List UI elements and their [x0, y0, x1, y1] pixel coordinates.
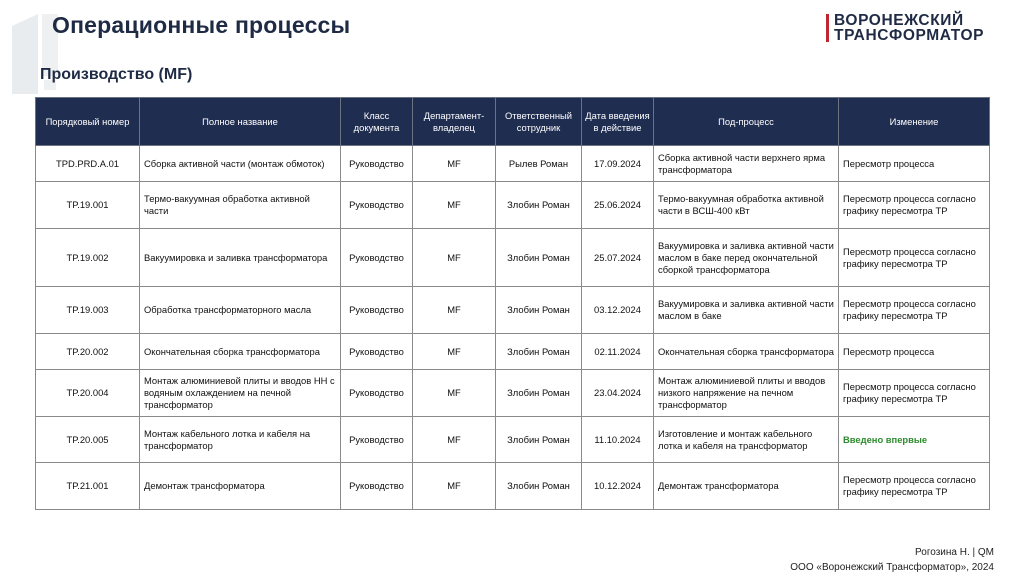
table-row	[36, 370, 990, 417]
table-header-row	[36, 98, 990, 146]
cell-class: Руководство	[341, 463, 413, 510]
cell-owner: Рылев Роман	[496, 146, 582, 182]
logo-line-2: ТРАНСФОРМАТОР	[834, 27, 985, 44]
cell-number: TPD.PRD.A.01	[36, 146, 140, 182]
cell-subprocess: Окончательная сборка трансформатора	[654, 334, 839, 370]
cell-owner: Злобин Роман	[496, 182, 582, 229]
cell-number: TP.20.004	[36, 370, 140, 417]
cell-subprocess: Сборка активной части верхнего ярма трансформатора	[654, 146, 839, 182]
page-title: Операционные процессы	[52, 12, 351, 38]
cell-change: Пересмотр процесса	[839, 146, 990, 182]
cell-date: 03.12.2024	[582, 287, 654, 334]
cell-change: Пересмотр процесса согласно графику пересмотра ТР	[839, 182, 990, 229]
cell-name: Термо-вакуумная обработка активной части	[140, 182, 341, 229]
page-subtitle: Производство (MF)	[40, 66, 193, 83]
cell-class: Руководство	[341, 287, 413, 334]
cell-name: Окончательная сборка трансформатора	[140, 334, 341, 370]
cell-number: TP.20.005	[36, 417, 140, 463]
footer-company: ООО «Воронежский Трансформатор», 2024	[790, 562, 994, 573]
operations-table	[35, 97, 990, 510]
col-header-name: Полное название	[140, 98, 341, 146]
cell-dept: MF	[413, 146, 496, 182]
cell-subprocess: Вакуумировка и заливка активной части маслом в баке	[654, 287, 839, 334]
cell-date: 10.12.2024	[582, 463, 654, 510]
logo-line-1: ВОРОНЕЖСКИЙ	[834, 12, 964, 29]
cell-class: Руководство	[341, 146, 413, 182]
cell-class: Руководство	[341, 417, 413, 463]
cell-number: TP.19.001	[36, 182, 140, 229]
cell-name: Вакуумировка и заливка трансформатора	[140, 229, 341, 287]
cell-number: TP.20.002	[36, 334, 140, 370]
cell-name: Монтаж алюминиевой плиты и вводов НН с водяным охлаждением на печной трансформатор	[140, 370, 341, 417]
cell-class: Руководство	[341, 334, 413, 370]
table-row	[36, 417, 990, 463]
cell-name: Обработка трансформаторного масла	[140, 287, 341, 334]
cell-number: TP.21.001	[36, 463, 140, 510]
col-header-subprocess: Под-процесс	[654, 98, 839, 146]
cell-date: 17.09.2024	[582, 146, 654, 182]
cell-dept: MF	[413, 229, 496, 287]
table-row	[36, 463, 990, 510]
cell-change: Пересмотр процесса согласно графику пересмотра ТР	[839, 229, 990, 287]
cell-name: Монтаж кабельного лотка и кабеля на трансформатор	[140, 417, 341, 463]
table-row	[36, 229, 990, 287]
cell-subprocess: Термо-вакуумная обработка активной части в ВСШ-400 кВт	[654, 182, 839, 229]
cell-dept: MF	[413, 370, 496, 417]
cell-change: Пересмотр процесса согласно графику пересмотра ТР	[839, 287, 990, 334]
cell-number: TP.19.003	[36, 287, 140, 334]
col-header-dept: Департамент-владелец	[413, 98, 496, 146]
col-header-change: Изменение	[839, 98, 990, 146]
cell-owner: Злобин Роман	[496, 229, 582, 287]
col-header-class: Класс документа	[341, 98, 413, 146]
cell-date: 25.06.2024	[582, 182, 654, 229]
cell-owner: Злобин Роман	[496, 417, 582, 463]
logo-accent-bar	[826, 14, 829, 42]
cell-name: Демонтаж трансформатора	[140, 463, 341, 510]
table-row	[36, 146, 990, 182]
cell-dept: MF	[413, 182, 496, 229]
cell-class: Руководство	[341, 182, 413, 229]
cell-change: Введено впервые	[839, 417, 990, 463]
cell-dept: MF	[413, 287, 496, 334]
cell-owner: Злобин Роман	[496, 463, 582, 510]
company-logo	[826, 12, 1008, 44]
cell-date: 02.11.2024	[582, 334, 654, 370]
col-header-date: Дата введения в действие	[582, 98, 654, 146]
cell-owner: Злобин Роман	[496, 370, 582, 417]
cell-subprocess: Изготовление и монтаж кабельного лотка и кабеля на трансформатор	[654, 417, 839, 463]
cell-class: Руководство	[341, 370, 413, 417]
cell-owner: Злобин Роман	[496, 287, 582, 334]
cell-change: Пересмотр процесса согласно графику пересмотра ТР	[839, 463, 990, 510]
cell-dept: MF	[413, 334, 496, 370]
cell-subprocess: Вакуумировка и заливка активной части маслом в баке перед окончательной сборкой трансформатора	[654, 229, 839, 287]
cell-date: 25.07.2024	[582, 229, 654, 287]
cell-owner: Злобин Роман	[496, 334, 582, 370]
cell-dept: MF	[413, 463, 496, 510]
cell-change: Пересмотр процесса согласно графику пересмотра ТР	[839, 370, 990, 417]
footer-author: Рогозина Н. | QM	[915, 547, 994, 558]
cell-dept: MF	[413, 417, 496, 463]
cell-subprocess: Монтаж алюминиевой плиты и вводов низкого напряжение на печном трансформатор	[654, 370, 839, 417]
table-row	[36, 334, 990, 370]
table-row	[36, 182, 990, 229]
cell-number: TP.19.002	[36, 229, 140, 287]
table-row	[36, 287, 990, 334]
col-header-number: Порядковый номер	[36, 98, 140, 146]
cell-date: 23.04.2024	[582, 370, 654, 417]
col-header-owner: Ответственный сотрудник	[496, 98, 582, 146]
cell-subprocess: Демонтаж трансформатора	[654, 463, 839, 510]
cell-change: Пересмотр процесса	[839, 334, 990, 370]
cell-date: 11.10.2024	[582, 417, 654, 463]
cell-class: Руководство	[341, 229, 413, 287]
cell-name: Сборка активной части (монтаж обмоток)	[140, 146, 341, 182]
